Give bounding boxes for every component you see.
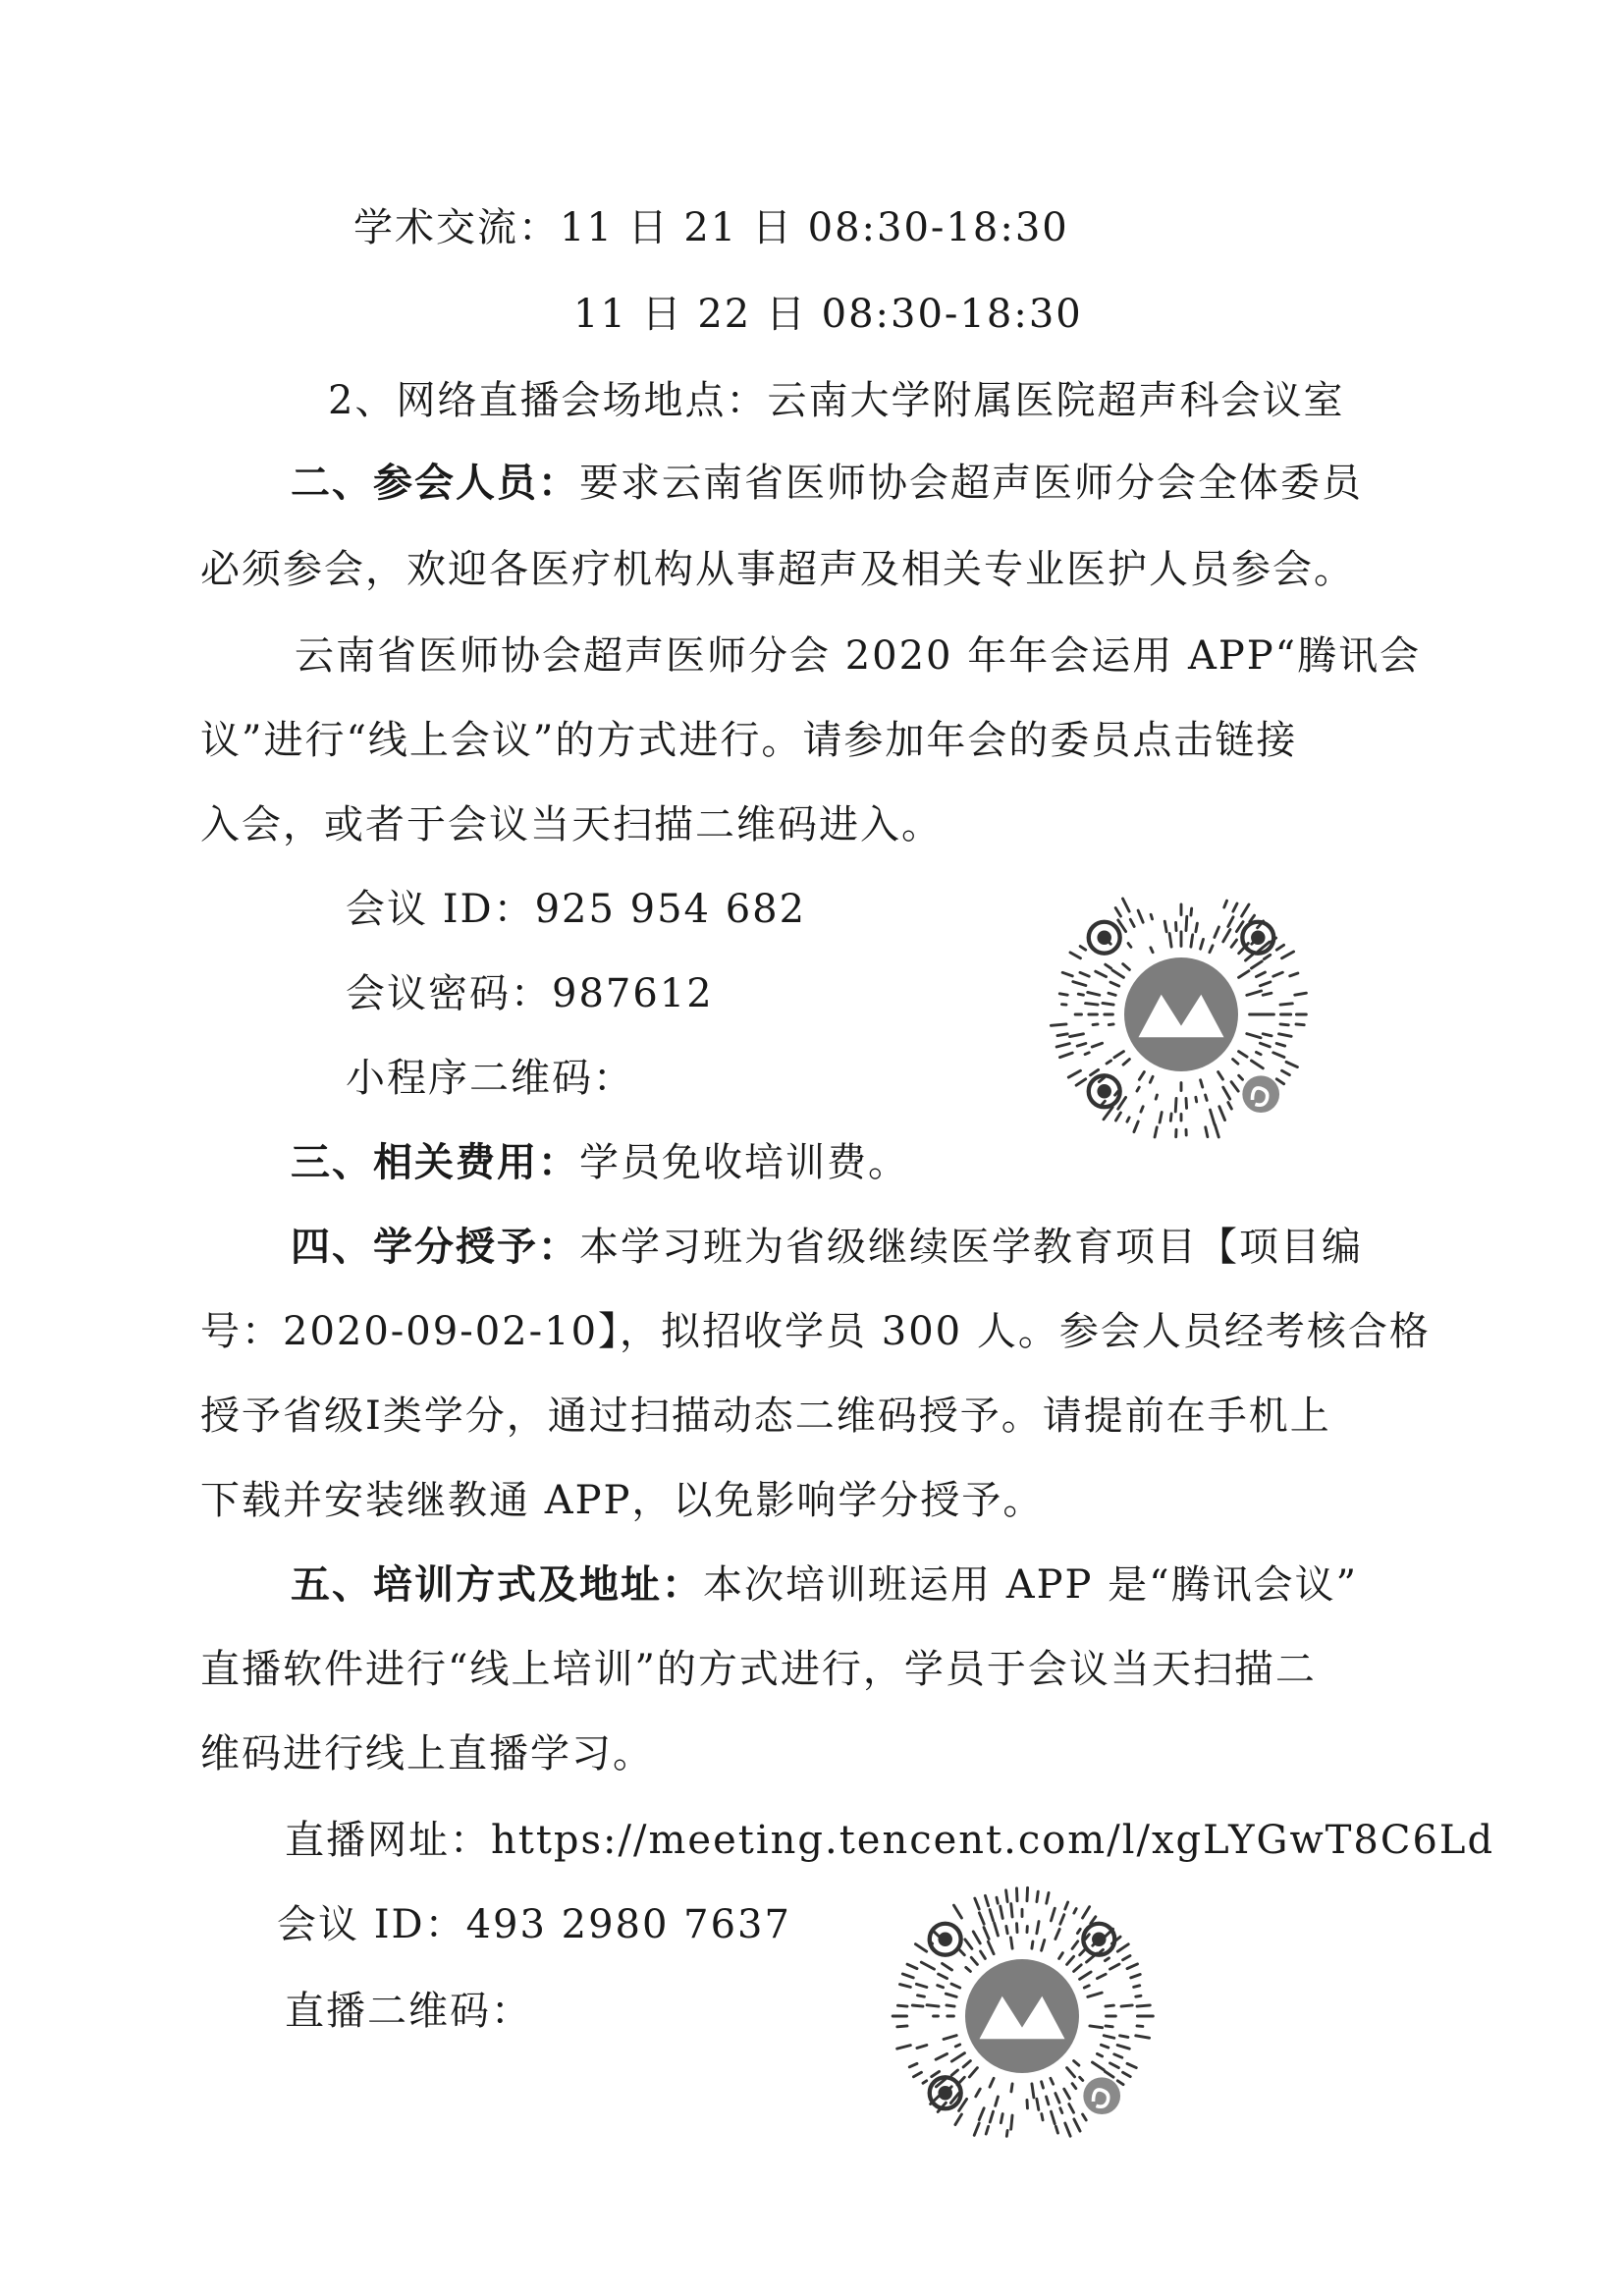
qr-dash <box>938 1986 944 1988</box>
qr-center-logo <box>965 1959 1079 2073</box>
qr-dash <box>1102 1101 1105 1105</box>
qr-finder-dot <box>938 2086 952 2101</box>
qr-dash <box>1201 1080 1203 1087</box>
qr-dash <box>1128 944 1131 948</box>
qr-dash <box>1196 923 1198 932</box>
qr-dash <box>932 2071 940 2076</box>
qr-dash <box>975 1898 979 1909</box>
qr-dash <box>1084 1986 1089 1988</box>
mini-program-badge <box>1083 2077 1120 2114</box>
qr-dash <box>1107 1061 1110 1064</box>
qr-dash <box>1279 1034 1292 1037</box>
qr-dash <box>1037 1891 1038 1901</box>
qr-dash <box>1051 1024 1066 1025</box>
qr-dash <box>1059 1053 1072 1058</box>
qr-dash <box>1196 1097 1197 1102</box>
qr-dash <box>1059 994 1067 995</box>
qr-dash <box>1093 1024 1098 1025</box>
qr-dash <box>1104 2036 1114 2039</box>
qr-dash <box>1110 1964 1119 1969</box>
qr-dash <box>1076 1079 1086 1085</box>
qr-dash <box>1155 1127 1157 1137</box>
qr-dash <box>1032 1941 1033 1948</box>
qr-dash <box>1065 1902 1068 1909</box>
qr-dash <box>951 2053 964 2061</box>
qr-dash <box>1110 982 1119 986</box>
qr-dash <box>916 1984 926 1987</box>
qr-dash <box>1231 940 1236 947</box>
qr-dash <box>947 2005 954 2006</box>
qr-dash <box>960 1950 964 1955</box>
qr-dash <box>1080 1949 1086 1955</box>
qr-dash <box>1117 1944 1128 1951</box>
qr-dash <box>1164 921 1166 932</box>
qr-dash <box>1106 2005 1113 2006</box>
qr-dash <box>1169 934 1171 948</box>
qr-dash <box>1062 972 1072 976</box>
qr-dash <box>1151 914 1152 919</box>
qr-dash <box>1106 964 1111 968</box>
qr-dash <box>1131 1975 1141 1978</box>
qr-dash <box>1042 1940 1045 1950</box>
qr-dash <box>1134 1986 1140 1988</box>
qr-dash <box>1123 964 1130 970</box>
qr-dash <box>1263 993 1271 995</box>
qr-dash <box>1228 917 1233 927</box>
qr-dash <box>1120 2036 1128 2038</box>
qr-dash <box>927 2005 939 2006</box>
qr-dash <box>990 2111 993 2122</box>
qr-dash <box>1201 939 1204 949</box>
qr-finder-dot <box>1251 930 1266 945</box>
qr-dash <box>1103 1003 1113 1005</box>
venue-line: 2、网络直播会场地点：云南大学附属医院超声科会议室 <box>328 378 1345 423</box>
credits-line-3: 授予省级Ⅰ类学分，通过扫描动态二维码授予。请提前在手机上 <box>200 1394 1331 1439</box>
qr-dash <box>1097 1974 1106 1978</box>
qr-dash <box>1282 952 1294 958</box>
qr-dash <box>1070 953 1080 958</box>
qr-dash <box>1006 1890 1007 1902</box>
qr-dash <box>1206 1127 1208 1137</box>
qr-dash <box>1123 899 1130 911</box>
meeting-id: 会议 ID：925 954 682 <box>346 887 807 932</box>
qr-dash <box>1256 972 1265 977</box>
qr-dash <box>1251 961 1262 968</box>
qr-dash <box>1186 1098 1187 1108</box>
qr-dash <box>1260 1043 1270 1047</box>
qr-dash <box>1215 1124 1218 1137</box>
qr-dash <box>1127 1118 1129 1121</box>
qr-dash <box>1085 1053 1089 1055</box>
qr-dash <box>1280 1024 1288 1025</box>
qr-dash <box>897 2046 911 2050</box>
qr-dash <box>1080 2077 1083 2080</box>
qr-dash <box>951 2070 957 2075</box>
qr-dash <box>939 1974 947 1979</box>
credits-line-1 <box>291 1224 1363 1271</box>
qr-dash <box>1056 1044 1069 1047</box>
qr-dash <box>988 1941 994 1954</box>
qr-dash <box>973 1932 980 1943</box>
fees-text: 学员免收培训费。 <box>579 1140 909 1185</box>
qr-dash <box>1068 1070 1080 1077</box>
qr-dash <box>1074 2061 1079 2066</box>
training-text-1: 本次培训班运用 APP 是“腾讯会议” <box>703 1562 1359 1608</box>
qr-dash <box>1080 1972 1092 1979</box>
participants-line-2: 必须参会，欢迎各医疗机构从事超声及相关专业医护人员参会。 <box>200 547 1355 592</box>
qr-dash <box>909 2063 917 2066</box>
qr-dash <box>1121 2005 1132 2006</box>
qr-dash <box>1067 1956 1074 1964</box>
qr-dash <box>1090 2026 1103 2028</box>
qr-dash <box>1127 1964 1137 1969</box>
qr-dash <box>1088 992 1100 995</box>
qr-dash <box>1175 1098 1176 1112</box>
qr-dash <box>918 1995 925 1996</box>
qr-dash <box>946 1994 956 1996</box>
qr-dash <box>1074 1965 1082 1972</box>
schedule-line-1: 学术交流：11 日 21 日 08:30-18:30 <box>353 205 1069 250</box>
qr-dash <box>1123 2072 1131 2076</box>
credits-heading: 四、学分授予： <box>291 1224 579 1270</box>
qr-dash <box>1210 946 1213 953</box>
qr-dash <box>1080 972 1089 976</box>
qr-dash <box>1057 1034 1067 1036</box>
qr-dash <box>1047 2097 1049 2105</box>
qr-dash <box>1210 1110 1215 1124</box>
qr-dash <box>1115 1113 1120 1121</box>
qr-dash <box>1072 1941 1078 1949</box>
qr-dash <box>897 2005 907 2006</box>
qr-dash <box>966 1967 971 1971</box>
qr-dash <box>1231 1082 1238 1092</box>
qr-dash <box>1092 2062 1104 2070</box>
qr-dash <box>1074 2119 1080 2131</box>
qr-dash <box>915 1944 926 1952</box>
qr-dash <box>1105 1958 1109 1961</box>
mini-program-qr-label: 小程序二维码： <box>346 1056 634 1101</box>
qr-dash <box>996 2097 999 2105</box>
qr-dash <box>1047 1892 1049 1903</box>
qr-dash <box>912 2005 923 2006</box>
qr-dash <box>1115 908 1120 916</box>
qr-dash <box>1242 904 1249 916</box>
qr-finder-dot <box>1092 1932 1107 1946</box>
qr-dash <box>1037 1922 1039 1934</box>
fees-line <box>291 1139 909 1186</box>
qr-dash <box>1051 1908 1055 1921</box>
qr-dash <box>1080 947 1085 951</box>
qr-dash <box>955 2114 961 2125</box>
qr-dash <box>1218 1072 1223 1080</box>
qr-dash <box>1290 973 1298 976</box>
qr-dash <box>1256 1052 1261 1054</box>
qr-dash <box>1223 930 1230 942</box>
qr-dash <box>1037 2099 1039 2109</box>
qr-dash <box>963 2061 970 2067</box>
qr-dash <box>1017 1924 1018 1933</box>
qr-dash <box>1092 1043 1102 1047</box>
qr-dash <box>1110 2063 1119 2068</box>
qr-dash <box>1011 2115 1012 2129</box>
qr-dash <box>1123 1956 1130 1960</box>
qr-dash <box>1001 1906 1002 1918</box>
qr-dash <box>1170 1114 1171 1121</box>
qr-dash <box>1114 1052 1124 1058</box>
qr-dash <box>1096 971 1107 976</box>
qr-dash <box>1123 1060 1129 1066</box>
qr-dash <box>1010 1938 1012 1948</box>
credits-line-4: 下载并安装继教通 APP，以免影响学分授予。 <box>200 1478 1045 1523</box>
qr-dash <box>1112 970 1123 977</box>
qr-dash <box>1027 1887 1028 1900</box>
qr-dash <box>1137 2005 1150 2006</box>
qr-dash <box>921 1962 934 1969</box>
qr-dash <box>1223 1087 1230 1099</box>
qr-dash <box>1276 1079 1283 1084</box>
qr-dash <box>1055 2094 1059 2104</box>
qr-dash <box>1134 1121 1138 1132</box>
qr-dash <box>1228 1103 1231 1110</box>
qr-dash <box>997 1897 998 1903</box>
qr-dash <box>1091 1069 1099 1074</box>
qr-dash <box>1286 1062 1297 1066</box>
qr-dash <box>1077 1929 1080 1933</box>
mini-program-badge <box>1242 1075 1279 1113</box>
qr-dash <box>913 2072 921 2076</box>
qr-dash <box>1280 1004 1292 1005</box>
qr-dash <box>1051 2111 1055 2124</box>
qr-dash <box>1001 2114 1002 2123</box>
participants-text-1: 要求云南省医师协会超声医师分会全体委员 <box>579 461 1363 506</box>
qr-dash <box>936 2053 947 2059</box>
qr-dash <box>1067 2068 1075 2077</box>
qr-dash <box>965 1940 972 1949</box>
qr-dash <box>897 2026 907 2027</box>
qr-dash <box>1263 1034 1271 1036</box>
qr-dash <box>1191 908 1192 915</box>
qr-dash <box>979 2108 984 2120</box>
qr-dash <box>1141 1107 1143 1112</box>
qr-dash <box>1051 2078 1054 2084</box>
qr-dash <box>1137 1087 1139 1091</box>
qr-dash <box>1065 2123 1070 2136</box>
participants-line-1 <box>291 460 1363 507</box>
qr-dash <box>902 1974 913 1978</box>
qr-dash <box>1233 903 1237 911</box>
qr-dash <box>1127 2063 1136 2067</box>
qr-dash <box>1114 2054 1122 2057</box>
qr-dash <box>1130 919 1134 926</box>
qr-dash <box>1136 2036 1150 2038</box>
qr-dash <box>971 1957 977 1964</box>
qr-dash <box>1251 1061 1263 1068</box>
qr-dash <box>951 1984 960 1988</box>
qr-dash <box>1246 955 1253 960</box>
qr-dash <box>1156 1095 1157 1099</box>
qr-dash <box>1191 935 1193 947</box>
qr-dash <box>1206 1095 1208 1100</box>
qr-dash <box>934 1932 939 1937</box>
qr-dash <box>1224 901 1227 907</box>
qr-dash <box>1072 2084 1076 2089</box>
qr-dash <box>1260 982 1270 986</box>
qr-dash <box>1296 1024 1304 1025</box>
qr-dash <box>1083 1907 1090 1918</box>
qr-dash <box>1239 1052 1248 1057</box>
mini-program-qr-icon <box>1039 872 1324 1157</box>
meeting-paragraph-line-1: 云南省医师协会超声医师分会 2020 年年会运用 APP“腾讯会 <box>295 633 1422 679</box>
live-qr-label: 直播二维码： <box>285 1989 532 2034</box>
fees-heading: 三、相关费用： <box>291 1139 579 1185</box>
schedule-line-2: 11 日 22 日 08:30-18:30 <box>573 292 1083 337</box>
qr-center-logo <box>1124 957 1238 1071</box>
qr-dash <box>1088 1993 1102 1996</box>
live-meeting-id: 会议 ID：493 2980 7637 <box>277 1902 791 1947</box>
qr-dash <box>1011 2084 1012 2092</box>
qr-dash <box>1150 1076 1153 1082</box>
qr-dash <box>1139 1072 1144 1080</box>
qr-dash <box>1273 972 1283 976</box>
qr-dash <box>917 2045 927 2048</box>
qr-dash <box>1106 2026 1112 2027</box>
qr-dash <box>1264 955 1270 958</box>
qr-dash <box>1295 993 1307 995</box>
qr-dash <box>1042 2114 1043 2120</box>
qr-dash <box>900 1985 911 1988</box>
live-url: 直播网址：https://meeting.tencent.com/l/xgLYGwT8C6Ld <box>285 1818 1495 1863</box>
qr-dash <box>1059 1953 1063 1959</box>
training-line-3: 维码进行线上直播学习。 <box>200 1731 654 1777</box>
qr-dash <box>990 2078 994 2087</box>
qr-dash <box>1247 991 1262 995</box>
qr-dash <box>1136 1995 1141 1996</box>
qr-dash <box>955 2045 959 2047</box>
qr-dash <box>1186 916 1187 930</box>
qr-dash <box>1070 1034 1084 1037</box>
qr-dash <box>985 1895 988 1905</box>
qr-dash <box>1160 1113 1162 1123</box>
qr-dash <box>1151 948 1153 953</box>
qr-dash <box>1016 1888 1017 1901</box>
qr-dash <box>1077 1043 1086 1046</box>
qr-dash <box>995 1923 999 1936</box>
qr-dash <box>974 2123 979 2135</box>
qr-dash <box>1086 1004 1098 1005</box>
qr-dash <box>1105 2071 1113 2077</box>
credits-line-2: 号：2020-09-02-10】，拟招收学员 300 人。参会人员经考核合格 <box>200 1309 1431 1354</box>
qr-dash <box>1060 1915 1064 1925</box>
qr-dash <box>986 2126 988 2134</box>
qr-finder-dot <box>1097 930 1111 945</box>
qr-dash <box>953 1905 961 1918</box>
qr-dash <box>1109 993 1115 995</box>
qr-finder-dot <box>1097 1084 1111 1099</box>
qr-dash <box>1032 2084 1034 2098</box>
qr-dash <box>1239 971 1249 978</box>
meeting-password: 会议密码：987612 <box>346 971 714 1016</box>
qr-dash <box>1239 1075 1243 1079</box>
credits-text-1: 本学习班为省级继续医学教育项目【项目编 <box>579 1225 1363 1270</box>
qr-dash <box>1064 2089 1070 2099</box>
qr-dash <box>1219 1107 1225 1121</box>
qr-dash <box>1055 1929 1059 1939</box>
qr-dash <box>1247 1034 1261 1038</box>
qr-dash <box>1078 994 1083 995</box>
training-line-2: 直播软件进行“线上培训”的方式进行，学员于会议当天扫描二 <box>200 1647 1317 1692</box>
qr-dash <box>1117 2045 1129 2049</box>
qr-dash <box>1006 1926 1007 1933</box>
qr-dash <box>976 2089 980 2097</box>
qr-finder-dot <box>938 1932 952 1946</box>
training-heading: 五、培训方式及地址： <box>291 1561 703 1608</box>
qr-dash <box>1215 927 1219 938</box>
qr-dash <box>1138 910 1143 922</box>
live-qr-icon <box>880 1874 1164 2159</box>
qr-dash <box>1282 1070 1290 1074</box>
qr-dash <box>1109 1024 1113 1025</box>
qr-dash <box>1042 2082 1044 2088</box>
qr-dash <box>1069 2105 1074 2113</box>
qr-dash <box>990 1910 993 1921</box>
qr-dash <box>1060 2108 1062 2113</box>
qr-dash <box>1011 1904 1012 1917</box>
qr-dash <box>1276 945 1283 950</box>
qr-dash <box>979 1913 984 1924</box>
training-line-1 <box>291 1561 1358 1609</box>
qr-dash <box>1006 2130 1007 2136</box>
qr-dash <box>1276 1043 1285 1046</box>
qr-dash <box>923 2081 927 2083</box>
qr-dash <box>969 2068 977 2077</box>
qr-dash <box>943 1963 952 1970</box>
qr-dash <box>981 1951 986 1958</box>
qr-dash <box>1055 2126 1057 2133</box>
qr-dash <box>1083 2114 1087 2120</box>
participants-heading: 二、参会人员： <box>291 460 579 506</box>
qr-dash <box>1101 2045 1108 2048</box>
qr-dash <box>1273 1053 1284 1058</box>
meeting-paragraph-line-3: 入会，或者于会议当天扫描二维码进入。 <box>200 802 943 847</box>
qr-dash <box>1073 982 1086 986</box>
qr-dash <box>1097 2053 1102 2056</box>
meeting-paragraph-line-2: 议”进行“线上会议”的方式进行。请参加年会的委员点击链接 <box>200 718 1298 763</box>
qr-dash <box>1233 1060 1238 1065</box>
qr-dash <box>907 1964 917 1968</box>
qr-dash <box>1117 2081 1123 2085</box>
qr-dash <box>984 1928 989 1940</box>
qr-dash <box>1074 1909 1076 1914</box>
qr-dash <box>944 2036 956 2040</box>
